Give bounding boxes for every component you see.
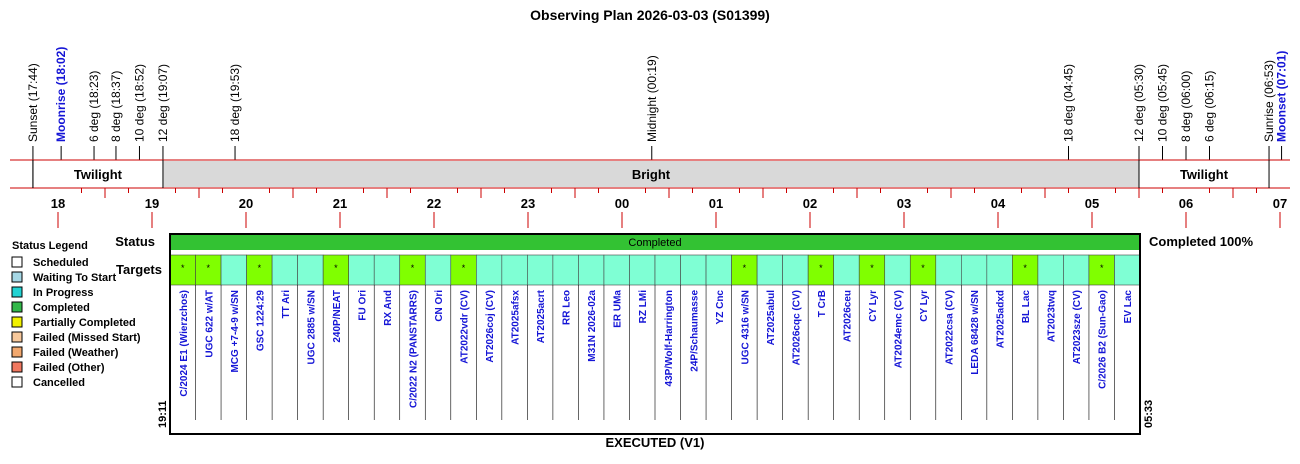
target-name: UGC 2885 w/SN	[306, 290, 318, 365]
target-name: 24P/Schaumasse	[689, 290, 701, 372]
target-mark: *	[461, 263, 466, 273]
hour-label: 06	[1178, 196, 1194, 211]
targets-row	[116, 262, 162, 277]
event-label: 10 deg (18:52)	[132, 63, 147, 142]
status-row	[115, 234, 1253, 250]
target-block	[936, 255, 962, 285]
legend-label: Failed (Weather)	[33, 347, 119, 359]
target-name: CN Ori	[434, 290, 446, 322]
event-label: 18 deg (19:53)	[228, 63, 243, 142]
target-block	[1114, 255, 1140, 285]
target-name: AT2023sze (CV)	[1072, 290, 1084, 365]
event-label: 6 deg (18:23)	[87, 70, 102, 142]
target-block	[502, 255, 528, 285]
legend-swatch	[12, 317, 22, 327]
event-label: 12 deg (19:07)	[155, 63, 170, 142]
hour-label: 03	[896, 196, 912, 211]
target-block	[987, 255, 1013, 285]
target-block	[834, 255, 860, 285]
event-label: 6 deg (06:15)	[1202, 70, 1217, 142]
target-block	[527, 255, 553, 285]
target-name: UGC 622 w/AT	[204, 290, 216, 358]
legend-swatch	[12, 272, 22, 282]
target-block	[298, 255, 324, 285]
legend-label: Completed	[33, 302, 90, 314]
target-mark: *	[742, 263, 747, 273]
target-name: RR Leo	[561, 290, 573, 325]
target-name: CY Lyr	[867, 290, 879, 322]
target-block	[425, 255, 451, 285]
event-label: 10 deg (05:45)	[1155, 63, 1170, 142]
status-summary: Completed 100%	[1149, 234, 1254, 249]
target-block	[1063, 255, 1089, 285]
target-blocks	[170, 255, 1140, 420]
target-mark: *	[921, 263, 925, 273]
hour-label: 00	[614, 196, 630, 211]
target-block	[629, 255, 655, 285]
target-name: AT2026cqc (CV)	[791, 290, 803, 366]
hour-label: 19	[144, 196, 160, 211]
lighting-periods	[10, 160, 1290, 188]
legend-label: In Progress	[33, 287, 94, 299]
target-name: ER UMa	[612, 290, 624, 328]
target-name: TT Ari	[280, 290, 292, 319]
target-name: AT2026ceu	[842, 290, 854, 343]
target-name: AT2024emc (CV)	[893, 290, 905, 369]
plan-end-time: 05:33	[1143, 399, 1155, 428]
hour-label: 01	[708, 196, 724, 211]
legend-swatch	[12, 287, 22, 297]
legend-label: Cancelled	[33, 377, 85, 389]
target-block	[374, 255, 400, 285]
target-name: AT2023twq	[1046, 290, 1058, 343]
event-label: 8 deg (18:37)	[108, 70, 123, 142]
target-mark: *	[257, 263, 262, 273]
hour-label: 02	[802, 196, 818, 211]
hour-label: 21	[332, 196, 348, 211]
target-name: C/2022 N2 (PANSTARRS)	[408, 290, 420, 408]
target-mark: *	[206, 263, 211, 273]
plan-start-time: 19:11	[157, 400, 169, 428]
plan-title: Observing Plan 2026-03-03 (S01399)	[530, 7, 770, 23]
target-name: AT2025afsx	[510, 290, 522, 345]
target-name: AT2022vdr (CV)	[459, 290, 471, 364]
target-name: FU Ori	[357, 290, 369, 321]
plan-footer: EXECUTED (V1)	[605, 435, 705, 450]
target-name: C/2026 B2 (Sun-Gao)	[1097, 290, 1109, 389]
target-name: T CrB	[816, 290, 828, 318]
target-block	[349, 255, 375, 285]
target-name: CY Lyr	[919, 290, 931, 322]
target-block	[553, 255, 579, 285]
event-label: 18 deg (04:45)	[1061, 63, 1076, 142]
target-block	[578, 255, 604, 285]
target-name: AT2025acrt	[536, 290, 548, 344]
legend-swatch	[12, 302, 22, 312]
legend-label: Failed (Missed Start)	[33, 332, 141, 344]
target-mark: *	[819, 263, 823, 273]
target-block	[961, 255, 987, 285]
hour-label: 22	[426, 196, 442, 211]
target-name: RZ LMi	[638, 290, 650, 324]
event-label: 8 deg (06:00)	[1179, 70, 1193, 142]
legend-label: Scheduled	[33, 257, 89, 269]
target-block	[706, 255, 732, 285]
target-name: 240P/NEAT	[331, 290, 343, 343]
target-name: AT2026coj (CV)	[485, 290, 497, 363]
legend-label: Waiting To Start	[33, 272, 117, 284]
target-name: LEDA 68428 w/SN	[970, 290, 982, 375]
legend-swatch	[12, 362, 22, 372]
hour-label: 05	[1084, 196, 1100, 211]
targets-row-label: Targets	[116, 262, 162, 277]
target-mark: *	[870, 263, 874, 273]
hour-label: 07	[1272, 196, 1288, 211]
target-name: YZ Cnc	[714, 290, 726, 325]
event-label: Midnight (00:19)	[644, 55, 659, 142]
event-label: Sunset (17:44)	[25, 63, 40, 142]
period-label: Bright	[631, 167, 671, 182]
target-block	[783, 255, 809, 285]
target-block	[757, 255, 783, 285]
period-label: Twilight	[73, 167, 123, 182]
event-label: Moonrise (18:02)	[54, 46, 69, 142]
event-label: Moonset (07:01)	[1274, 50, 1289, 142]
target-name: UGC 4316 w/SN	[740, 290, 752, 365]
event-label: 12 deg (05:30)	[1132, 63, 1146, 142]
hour-label: 23	[520, 196, 536, 211]
legend-swatch	[12, 347, 22, 357]
event-label: Sunrise (06:53)	[1262, 59, 1277, 142]
target-mark: *	[410, 263, 415, 273]
target-name: C/2024 E1 (Wierzchos)	[178, 290, 190, 397]
target-mark: *	[334, 263, 338, 273]
legend-label: Partially Completed	[33, 317, 136, 329]
target-block	[272, 255, 298, 285]
target-mark: *	[181, 263, 185, 273]
status-bar-text: Completed	[628, 237, 682, 249]
event-markers	[26, 47, 1289, 160]
target-block	[681, 255, 707, 285]
target-block	[476, 255, 502, 285]
hour-label: 04	[990, 196, 1006, 211]
target-mark: *	[1023, 263, 1027, 273]
target-name: 43P/Wolf-Harrington	[663, 290, 675, 387]
target-name: BL Lac	[1021, 290, 1033, 324]
hour-axis	[51, 188, 1300, 228]
target-name: M31N 2026-02a	[587, 290, 599, 362]
target-block	[604, 255, 630, 285]
legend-swatch	[12, 332, 22, 342]
hour-label: 18	[50, 196, 66, 211]
target-block	[1038, 255, 1064, 285]
legend-label: Failed (Other)	[33, 362, 105, 374]
target-name: AT2025abul	[765, 290, 777, 346]
status-row-label: Status	[115, 234, 155, 249]
legend-swatch	[12, 377, 22, 387]
target-block	[655, 255, 681, 285]
target-name: EV Lac	[1123, 290, 1135, 324]
target-block	[221, 255, 247, 285]
target-block	[885, 255, 911, 285]
target-mark: *	[1099, 263, 1104, 273]
status-legend-title: Status Legend	[12, 240, 88, 252]
hour-label: 20	[238, 196, 254, 211]
target-name: GSC 1224:29	[255, 290, 267, 352]
legend-swatch	[12, 257, 22, 267]
period-label: Twilight	[1179, 167, 1229, 182]
target-name: MCG +7-4-9 w/SN	[229, 290, 241, 373]
target-name: AT2025adxd	[995, 290, 1007, 349]
target-name: AT2022csa (CV)	[944, 290, 956, 365]
target-name: RX And	[382, 290, 394, 326]
